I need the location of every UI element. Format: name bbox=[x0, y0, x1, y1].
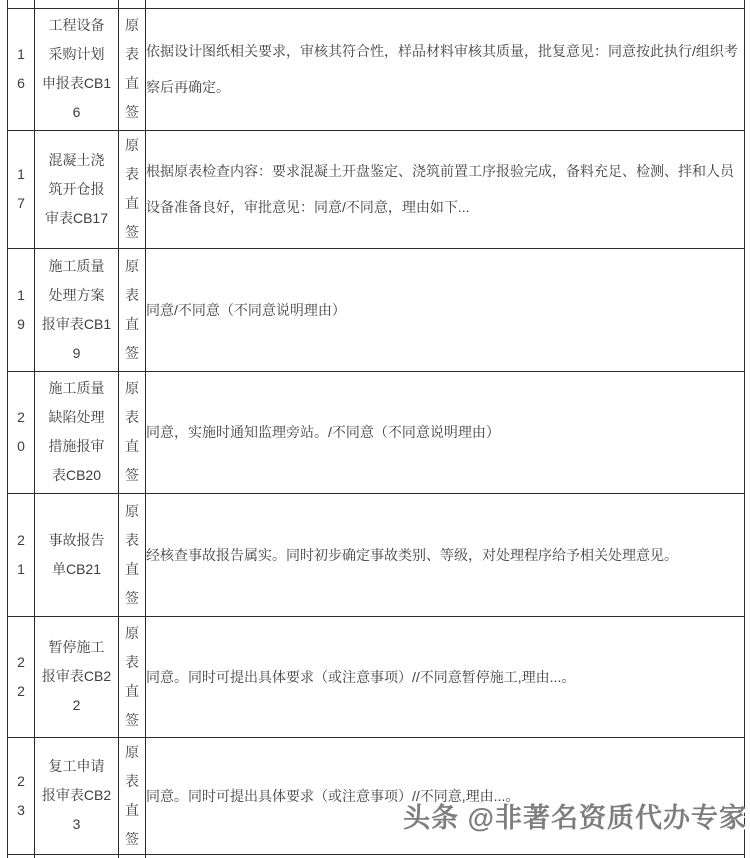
empty-cell bbox=[35, 0, 119, 8]
sign-method-cell bbox=[119, 8, 146, 130]
opinion-text: 同意。同时可提出具体要求（或注意事项）//不同意暂停施工,理由...。 bbox=[146, 668, 576, 685]
form-name: 施工质量 缺陷处理 措施报审 表CB20 bbox=[48, 380, 105, 483]
opinion-cell bbox=[146, 130, 745, 248]
form-name: 施工质量 处理方案 报审表CB1 9 bbox=[41, 257, 112, 361]
row-number: 1 6 bbox=[17, 46, 25, 91]
form-name: 混凝土浇 筑开仓报 审表CB17 bbox=[44, 151, 109, 226]
sign-method: 原 表 直 签 bbox=[125, 137, 139, 240]
row-number-cell bbox=[8, 130, 35, 248]
row-number: 2 0 bbox=[17, 409, 25, 454]
opinion-text: 同意，实施时通知监理旁站。/不同意（不同意说明理由） bbox=[146, 424, 500, 440]
sign-method: 原 表 直 签 bbox=[125, 17, 139, 120]
opinion-text: 依据设计图纸相关要求，审核其符合性，样品材料审核其质量，批复意见：同意按此执行/组织考察后再确定。 bbox=[146, 43, 738, 95]
row-number-cell bbox=[8, 248, 35, 371]
row-number: 2 2 bbox=[17, 653, 25, 699]
empty-cell bbox=[8, 854, 35, 858]
empty-cell bbox=[8, 0, 35, 8]
form-name-cell bbox=[35, 248, 119, 371]
row-number-cell bbox=[8, 737, 35, 854]
form-name-cell bbox=[35, 371, 119, 493]
empty-cell bbox=[35, 854, 119, 858]
empty-cell bbox=[119, 0, 146, 8]
sign-method: 原 表 直 签 bbox=[125, 380, 139, 483]
row-number: 1 7 bbox=[17, 166, 25, 211]
sign-method-cell bbox=[119, 130, 146, 248]
row-number-cell bbox=[8, 8, 35, 130]
opinion-cell bbox=[146, 616, 745, 737]
sign-method: 原 表 直 签 bbox=[125, 743, 139, 847]
form-name-cell bbox=[35, 8, 119, 130]
empty-cell bbox=[119, 854, 146, 858]
approval-table-body bbox=[8, 0, 745, 858]
sign-method-cell bbox=[119, 248, 146, 371]
table-row bbox=[8, 8, 745, 130]
form-name-cell bbox=[35, 130, 119, 248]
table-row bbox=[8, 616, 745, 737]
sign-method: 原 表 直 签 bbox=[125, 624, 139, 728]
row-number: 2 1 bbox=[17, 531, 25, 577]
opinion-text: 根据原表检查内容：要求混凝土开盘鉴定、浇筑前置工序报验完成，备料充足、检测、拌和人员设备准备良好，审批意见：同意/不同意，理由如下... bbox=[146, 163, 734, 215]
opinion-text: 同意。同时可提出具体要求（或注意事项）//不同意,理由...。 bbox=[146, 787, 520, 804]
form-name: 事故报告 单CB21 bbox=[48, 531, 105, 577]
opinion-text: 同意/不同意（不同意说明理由） bbox=[146, 301, 346, 318]
form-name: 复工申请 报审表CB2 3 bbox=[41, 758, 112, 832]
row-number: 2 3 bbox=[17, 772, 25, 818]
sign-method-cell bbox=[119, 737, 146, 854]
form-name-cell bbox=[35, 616, 119, 737]
approval-opinion-table bbox=[7, 0, 745, 858]
partial-row-top bbox=[8, 0, 745, 8]
empty-cell bbox=[146, 854, 745, 858]
opinion-cell bbox=[146, 493, 745, 616]
opinion-text: 经核查事故报告属实。同时初步确定事故类别、等级，对处理程序给予相关处理意见。 bbox=[146, 546, 678, 563]
row-number-cell bbox=[8, 616, 35, 737]
opinion-cell bbox=[146, 8, 745, 130]
form-name: 工程设备 采购计划 申报表CB1 6 bbox=[41, 17, 112, 120]
sign-method: 原 表 直 签 bbox=[125, 257, 139, 361]
table-row bbox=[8, 130, 745, 248]
row-number: 1 9 bbox=[17, 286, 25, 332]
table-row bbox=[8, 248, 745, 371]
watermark: 头条 @非著名资质代办专家 bbox=[403, 803, 747, 833]
empty-cell bbox=[146, 0, 745, 8]
sign-method-cell bbox=[119, 371, 146, 493]
opinion-cell bbox=[146, 248, 745, 371]
sign-method-cell bbox=[119, 616, 146, 737]
partial-row-bottom bbox=[8, 854, 745, 858]
sign-method-cell bbox=[119, 493, 146, 616]
form-name: 暂停施工 报审表CB2 2 bbox=[41, 639, 112, 713]
opinion-cell bbox=[146, 371, 745, 493]
form-name-cell bbox=[35, 737, 119, 854]
row-number-cell bbox=[8, 493, 35, 616]
table-row bbox=[8, 493, 745, 616]
sign-method: 原 表 直 签 bbox=[125, 502, 139, 606]
form-name-cell bbox=[35, 493, 119, 616]
table-row bbox=[8, 371, 745, 493]
row-number-cell bbox=[8, 371, 35, 493]
